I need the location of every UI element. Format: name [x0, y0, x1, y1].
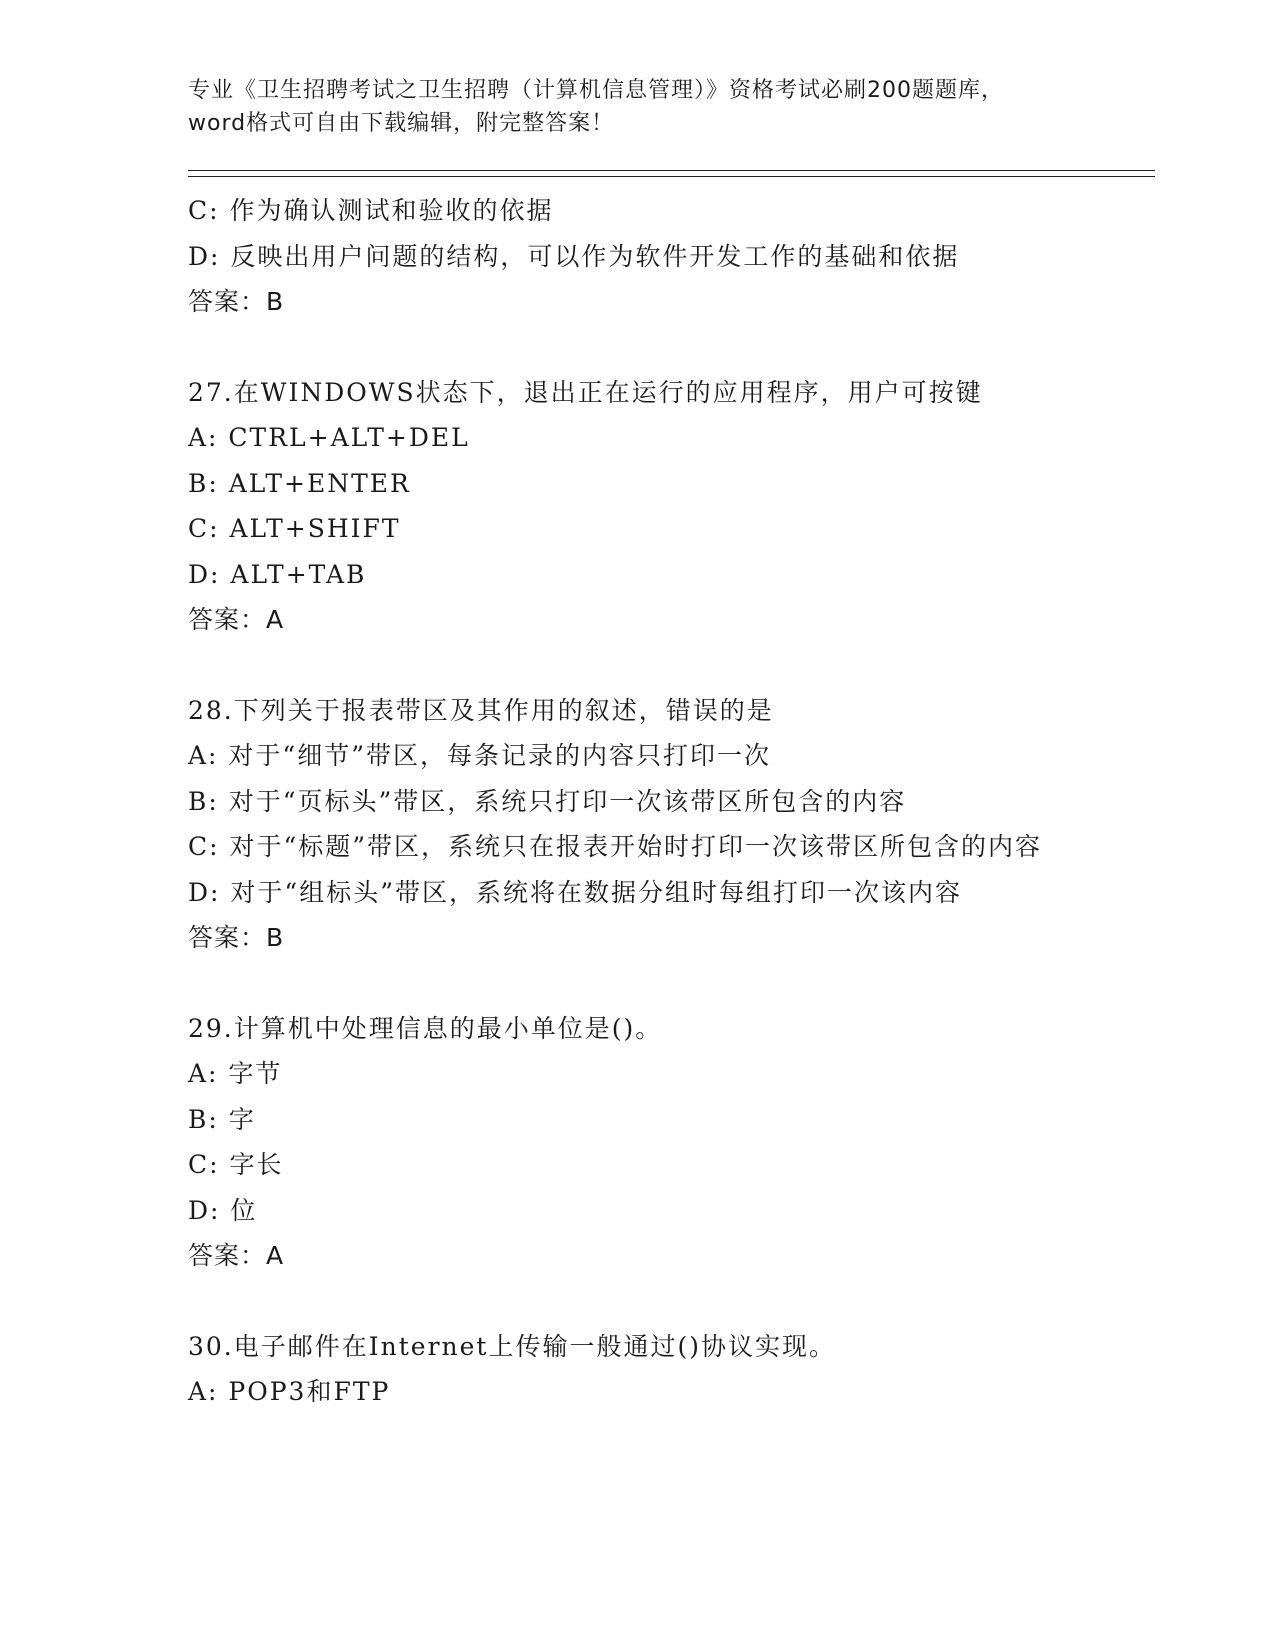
answer-line: 答案：B: [188, 287, 285, 316]
header-rule-top: [188, 170, 1155, 171]
option-c: C: 对于“标题”带区，系统只在报表开始时打印一次该带区所包含的内容: [188, 832, 1043, 861]
question-stem: 27.在WINDOWS状态下，退出正在运行的应用程序，用户可按键: [188, 377, 983, 407]
option-c: C: 字长: [188, 1150, 284, 1179]
question-stem: 30.电子邮件在Internet上传输一般通过()协议实现。: [188, 1331, 836, 1361]
question-list: [188, 188, 1088, 1415]
document-header: [188, 74, 1088, 140]
option-a: A: CTRL+ALT+DEL: [188, 423, 470, 452]
question-27: [188, 370, 1088, 643]
option-b: B: ALT+ENTER: [188, 468, 411, 498]
option-c: C: ALT+SHIFT: [188, 514, 401, 543]
question-30: [188, 1324, 1088, 1415]
question-29: [188, 1006, 1088, 1279]
option-a: A: 字节: [188, 1059, 283, 1088]
option-a: A: POP3和FTP: [188, 1377, 391, 1406]
option-d: D: 反映出用户问题的结构，可以作为软件开发工作的基础和依据: [188, 241, 960, 271]
header-line-2: word格式可自由下载编辑，附完整答案！: [188, 111, 615, 136]
question-stem: 29.计算机中处理信息的最小单位是()。: [188, 1013, 663, 1043]
option-b: B: 字: [188, 1104, 256, 1134]
question-26-continued: [188, 188, 1088, 325]
option-d: D: 位: [188, 1195, 258, 1225]
answer-line: 答案：A: [188, 1241, 285, 1270]
header-line-1: 专业《卫生招聘考试之卫生招聘（计算机信息管理）》资格考试必刷200题题库，: [188, 78, 1004, 103]
option-a: A: 对于“细节”带区，每条记录的内容只打印一次: [188, 741, 771, 770]
question-28: [188, 688, 1088, 961]
header-rule-bottom: [188, 176, 1155, 177]
answer-line: 答案：B: [188, 923, 285, 952]
answer-line: 答案：A: [188, 605, 285, 634]
option-d: D: ALT+TAB: [188, 559, 367, 589]
option-d: D: 对于“组标头”带区，系统将在数据分组时每组打印一次该内容: [188, 877, 962, 907]
option-b: B: 对于“页标头”带区，系统只打印一次该带区所包含的内容: [188, 786, 907, 816]
option-c: C: 作为确认测试和验收的依据: [188, 196, 554, 225]
question-stem: 28.下列关于报表带区及其作用的叙述，错误的是: [188, 695, 774, 725]
